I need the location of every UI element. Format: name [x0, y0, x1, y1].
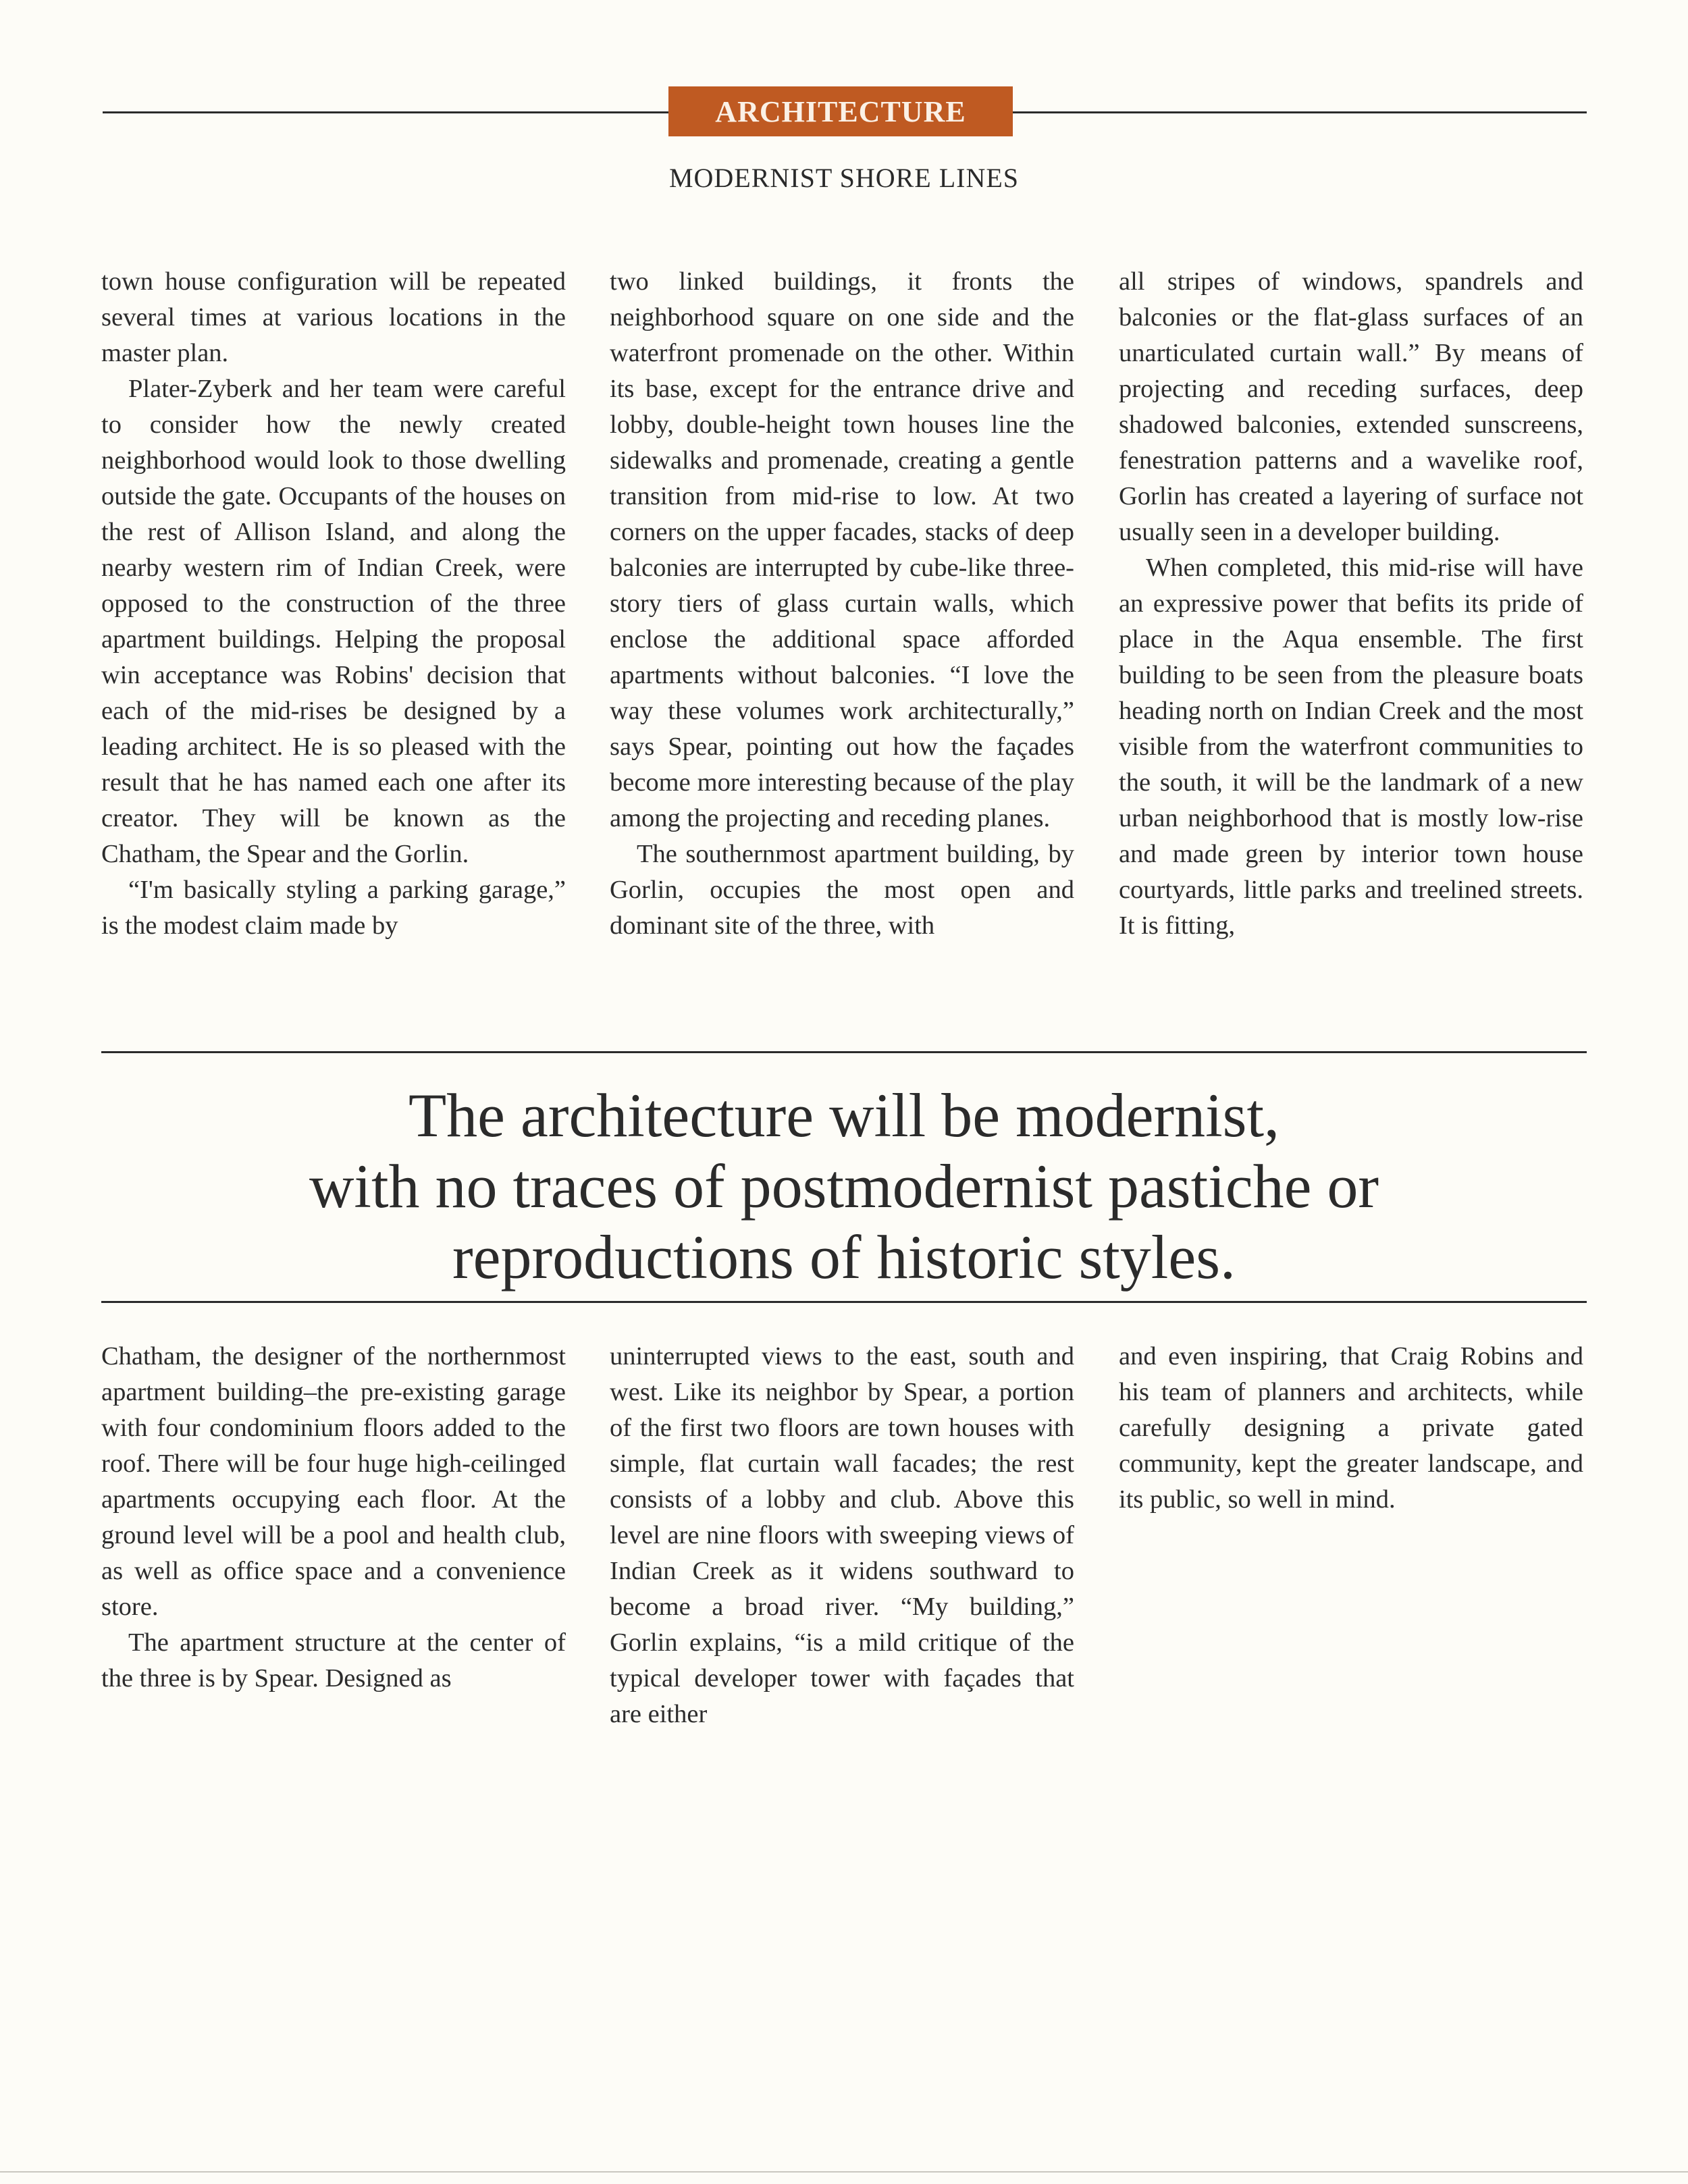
top-column-3 [1119, 264, 1583, 944]
bottom-column-2 [610, 1339, 1074, 1732]
paragraph: uninterrupted views to the east, south and west. Like its neighbor by Spear, a portion of the first two floors are town houses with simple, flat curtain wall facades; the rest consists of a lobby and club. Above this level are nine floors with sweeping views of Indian Creek as it widens southward to become a broad river. “My building,” Gorlin explains, “is a mild critique of the typical developer tower with façades that are either [610, 1342, 1074, 1728]
pull-quote-line: The architecture will be modernist, [408, 1081, 1280, 1150]
scan-edge-line [0, 2171, 1688, 2173]
paragraph: town house configuration will be repeated several times at various locations in the master plan. [101, 267, 566, 367]
paragraph: The southernmost apartment building, by Gorlin, occupies the most open and dominant site of the three, with [610, 840, 1074, 940]
pull-quote-rule-top [101, 1051, 1587, 1053]
pull-quote-line: with no traces of postmodernist pastiche or [309, 1152, 1379, 1221]
pull-quote [101, 1080, 1587, 1293]
pull-quote-rule-bottom [101, 1301, 1587, 1303]
bottom-column-3 [1119, 1339, 1583, 1518]
section-subtitle: MODERNIST SHORE LINES [668, 163, 1020, 193]
paragraph: all stripes of windows, spandrels and balconies or the flat-glass surfaces of an unarticulated curtain wall.” By means of projecting and receding surfaces, deep shadowed balconies, extended sunscreens, fenestration patterns and a wavelike roof, Gorlin has created a layering of surface not usually seen in a developer building. [1119, 267, 1583, 546]
paragraph: Chatham, the designer of the northernmost apartment building–the pre-existing garage with four condominium floors added to the roof. There will be four huge high-ceilinged apartments occupying each floor. At the ground level will be a pool and health club, as well as office space and a convenience store. [101, 1342, 566, 1621]
paragraph: “I'm basically styling a parking garage,” is the modest claim made by [101, 876, 566, 940]
header-rule-left [103, 111, 668, 113]
pull-quote-line: reproductions of historic styles. [452, 1223, 1236, 1291]
bottom-column-1 [101, 1339, 566, 1697]
header-rule-right [1013, 111, 1587, 113]
paragraph: When completed, this mid-rise will have an expressive power that befits its pride of place in the Aqua ensemble. The first building to be seen from the pleasure boats heading north on Indian Creek and the most visible from the waterfront communities to the south, it will be the landmark of a new urban neighborhood that is mostly low-rise and made green by interior town house courtyards, little parks and treelined streets. It is fitting, [1119, 554, 1583, 940]
top-column-2 [610, 264, 1074, 944]
paragraph: two linked buildings, it fronts the neighborhood square on one side and the waterfront promenade on the other. Within its base, except for the entrance drive and lobby, double-height town houses line the sidewalks and promenade, creating a gentle transition from mid-rise to low. At two corners on the upper facades, stacks of deep balconies are interrupted by cube-like three-story tiers of glass curtain walls, which enclose the additional space afforded apartments without balconies. “I love the way these volumes work architecturally,” says Spear, pointing out how the façades become more interesting because of the play among the projecting and receding planes. [610, 267, 1074, 832]
paragraph: The apartment structure at the center of the three is by Spear. Designed as [101, 1628, 566, 1693]
paragraph: and even inspiring, that Craig Robins and his team of planners and architects, while carefully designing a private gated community, kept the greater landscape, and its public, so well in mind. [1119, 1342, 1583, 1514]
paragraph: Plater-Zyberk and her team were careful to consider how the newly created neighborhood would look to those dwelling outside the gate. Occupants of the houses on the rest of Allison Island, and along the nearby western rim of Indian Creek, were opposed to the construction of the three apartment buildings. Helping the proposal win acceptance was Robins' decision that each of the mid-rises be designed by a leading architect. He is so pleased with the result that he has named each one after its creator. They will be known as the Chatham, the Spear and the Gorlin. [101, 375, 566, 868]
top-column-1 [101, 264, 566, 944]
section-badge: ARCHITECTURE [668, 86, 1013, 136]
